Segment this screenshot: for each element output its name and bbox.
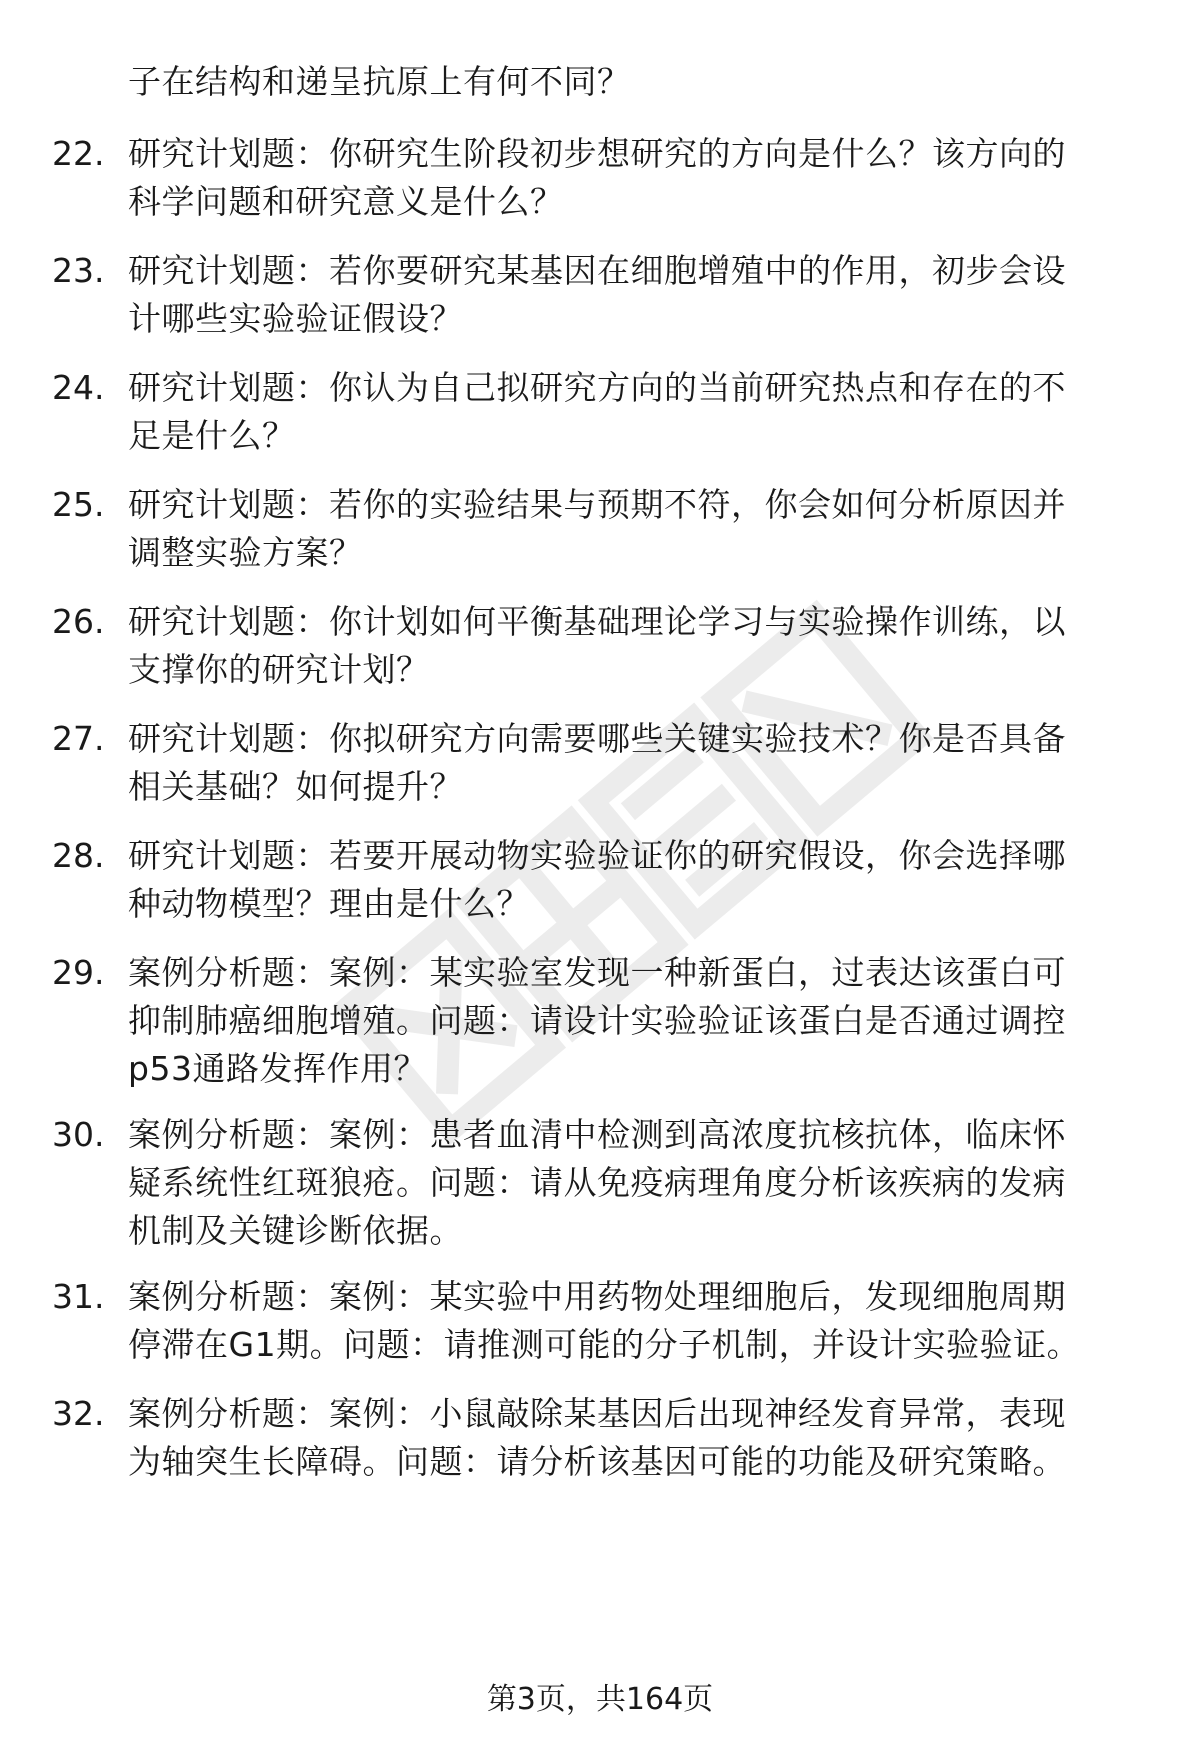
- question-text: [128, 130, 1148, 226]
- question-number: 29.: [52, 953, 105, 992]
- question-text-line: 调整实验方案？: [128, 533, 363, 572]
- question-text: [128, 481, 1148, 577]
- question-text-line: p53通路发挥作用？: [128, 1049, 427, 1088]
- question-text-line: 为轴突生长障碍。问题：请分析该基因可能的功能及研究策略。: [128, 1442, 1066, 1481]
- question-text-line: 科学问题和研究意义是什么？: [128, 182, 564, 221]
- question-number: 23.: [52, 251, 105, 290]
- question-text-line: 足是什么？: [128, 416, 296, 455]
- question-text: [128, 1273, 1148, 1369]
- question-text: [128, 247, 1148, 343]
- question-text: [128, 832, 1148, 928]
- question-text-line: 疑系统性红斑狼疮。问题：请从免疫病理角度分析该疾病的发病: [128, 1163, 1066, 1202]
- question-text-line: 研究计划题：若你的实验结果与预期不符，你会如何分析原因并: [128, 485, 1066, 524]
- question-text-line: 种动物模型？理由是什么？: [128, 884, 530, 923]
- question-text-line: 抑制肺癌细胞增殖。问题：请设计实验验证该蛋白是否通过调控: [128, 1001, 1066, 1040]
- question-number: 32.: [52, 1394, 105, 1433]
- question-number: 24.: [52, 368, 105, 407]
- question-text: [128, 715, 1148, 811]
- question-text: [128, 1111, 1148, 1255]
- question-number: 26.: [52, 602, 105, 641]
- page-number-footer: 第3页，共164页: [486, 1682, 714, 1717]
- question-number: 25.: [52, 485, 105, 524]
- question-text: [128, 598, 1148, 694]
- question-text-line: 研究计划题：你计划如何平衡基础理论学习与实验操作训练，以: [128, 602, 1066, 641]
- question-number: 27.: [52, 719, 105, 758]
- question-text-line: 研究计划题：你认为自己拟研究方向的当前研究热点和存在的不: [128, 368, 1066, 407]
- question-text-line: 机制及关键诊断依据。: [128, 1211, 463, 1250]
- question-text-line: 案例分析题：案例：小鼠敲除某基因后出现神经发育异常，表现: [128, 1394, 1066, 1433]
- question-text: [128, 364, 1148, 460]
- question-text-line: 案例分析题：案例：某实验室发现一种新蛋白，过表达该蛋白可: [128, 953, 1066, 992]
- question-text-line: 研究计划题：你拟研究方向需要哪些关键实验技术？你是否具备: [128, 719, 1066, 758]
- question-text-line: 停滞在G1期。问题：请推测可能的分子机制，并设计实验验证。: [128, 1325, 1081, 1364]
- question-number: 31.: [52, 1277, 105, 1316]
- question-text-line: 研究计划题：若要开展动物实验验证你的研究假设，你会选择哪: [128, 836, 1066, 875]
- question-text-line: 研究计划题：你研究生阶段初步想研究的方向是什么？该方向的: [128, 134, 1066, 173]
- question-number: 30.: [52, 1115, 105, 1154]
- question-text-line: 案例分析题：案例：患者血清中检测到高浓度抗核抗体，临床怀: [128, 1115, 1066, 1154]
- question-text-line: 支撑你的研究计划？: [128, 650, 430, 689]
- continuation-line: 子在结构和递呈抗原上有何不同？: [128, 62, 631, 101]
- question-text-line: 研究计划题：若你要研究某基因在细胞增殖中的作用，初步会设: [128, 251, 1066, 290]
- question-text-line: 计哪些实验验证假设？: [128, 299, 463, 338]
- question-text-line: 案例分析题：案例：某实验中用药物处理细胞后，发现细胞周期: [128, 1277, 1066, 1316]
- question-text: [128, 1390, 1148, 1486]
- question-text-line: 相关基础？如何提升？: [128, 767, 463, 806]
- question-number: 28.: [52, 836, 105, 875]
- question-number: 22.: [52, 134, 105, 173]
- question-text: [128, 949, 1148, 1093]
